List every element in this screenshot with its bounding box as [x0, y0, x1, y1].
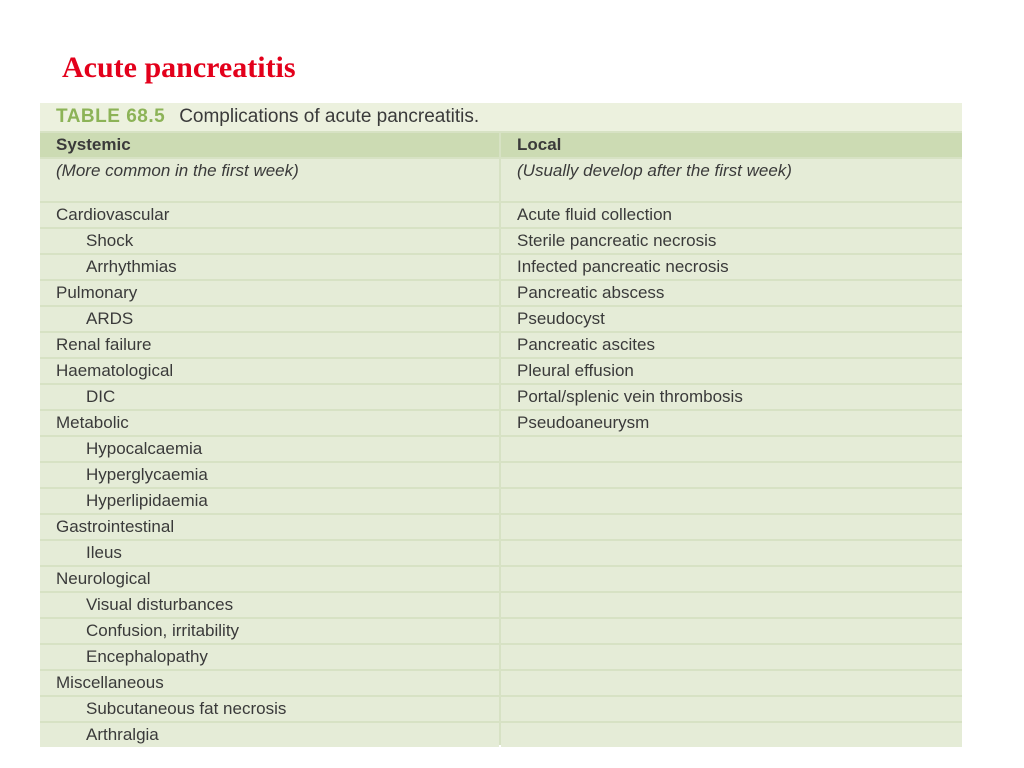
local-cell — [501, 567, 962, 591]
table-row — [40, 515, 962, 539]
local-cell: Acute fluid collection — [501, 203, 962, 227]
table-row — [40, 463, 962, 487]
local-cell: Portal/splenic vein thrombosis — [501, 385, 962, 409]
local-cell — [501, 593, 962, 617]
table-caption — [40, 103, 962, 131]
table-row — [40, 255, 962, 279]
table-row — [40, 333, 962, 357]
table-row — [40, 489, 962, 513]
table-row — [40, 645, 962, 669]
table-caption-text: Complications of acute pancreatitis. — [179, 106, 480, 127]
systemic-cell: Pulmonary — [40, 281, 499, 305]
systemic-cell: Arthralgia — [40, 723, 499, 747]
table-row — [40, 593, 962, 617]
table-row — [40, 671, 962, 695]
local-cell: Sterile pancreatic necrosis — [501, 229, 962, 253]
local-cell — [501, 541, 962, 565]
local-cell — [501, 515, 962, 539]
local-cell — [501, 489, 962, 513]
local-cell: Infected pancreatic necrosis — [501, 255, 962, 279]
local-cell — [501, 723, 962, 747]
table-label: TABLE 68.5 — [56, 106, 166, 127]
systemic-cell: Confusion, irritability — [40, 619, 499, 643]
table-row — [40, 723, 962, 747]
systemic-cell: ARDS — [40, 307, 499, 331]
table-subheader-row — [40, 159, 962, 201]
subheader-systemic: (More common in the first week) — [40, 159, 499, 201]
table-row — [40, 411, 962, 435]
systemic-cell: Haematological — [40, 359, 499, 383]
column-header-systemic: Systemic — [40, 133, 499, 157]
systemic-cell: Ileus — [40, 541, 499, 565]
systemic-cell: Visual disturbances — [40, 593, 499, 617]
slide-title: Acute pancreatitis — [62, 51, 296, 84]
systemic-cell: DIC — [40, 385, 499, 409]
table-row — [40, 229, 962, 253]
local-cell: Pseudocyst — [501, 307, 962, 331]
table-row — [40, 307, 962, 331]
systemic-cell: Miscellaneous — [40, 671, 499, 695]
local-cell — [501, 697, 962, 721]
systemic-cell: Hyperlipidaemia — [40, 489, 499, 513]
systemic-cell: Shock — [40, 229, 499, 253]
systemic-cell: Neurological — [40, 567, 499, 591]
local-cell — [501, 645, 962, 669]
table-row — [40, 359, 962, 383]
table-row — [40, 281, 962, 305]
local-cell: Pseudoaneurysm — [501, 411, 962, 435]
systemic-cell: Arrhythmias — [40, 255, 499, 279]
table-header-row — [40, 133, 962, 157]
local-cell: Pancreatic abscess — [501, 281, 962, 305]
complications-table — [40, 103, 962, 745]
table-row — [40, 619, 962, 643]
systemic-cell: Cardiovascular — [40, 203, 499, 227]
systemic-cell: Subcutaneous fat necrosis — [40, 697, 499, 721]
column-header-local: Local — [501, 133, 962, 157]
local-cell — [501, 671, 962, 695]
local-cell — [501, 437, 962, 461]
systemic-cell: Gastrointestinal — [40, 515, 499, 539]
systemic-cell: Renal failure — [40, 333, 499, 357]
table-row — [40, 437, 962, 461]
local-cell: Pancreatic ascites — [501, 333, 962, 357]
table-row — [40, 567, 962, 591]
table-grid — [40, 133, 962, 749]
table-row — [40, 203, 962, 227]
table-row — [40, 541, 962, 565]
systemic-cell: Encephalopathy — [40, 645, 499, 669]
systemic-cell: Metabolic — [40, 411, 499, 435]
systemic-cell: Hyperglycaemia — [40, 463, 499, 487]
table-row — [40, 385, 962, 409]
local-cell — [501, 619, 962, 643]
systemic-cell: Hypocalcaemia — [40, 437, 499, 461]
local-cell — [501, 463, 962, 487]
subheader-local: (Usually develop after the first week) — [501, 159, 962, 201]
local-cell: Pleural effusion — [501, 359, 962, 383]
table-row — [40, 697, 962, 721]
